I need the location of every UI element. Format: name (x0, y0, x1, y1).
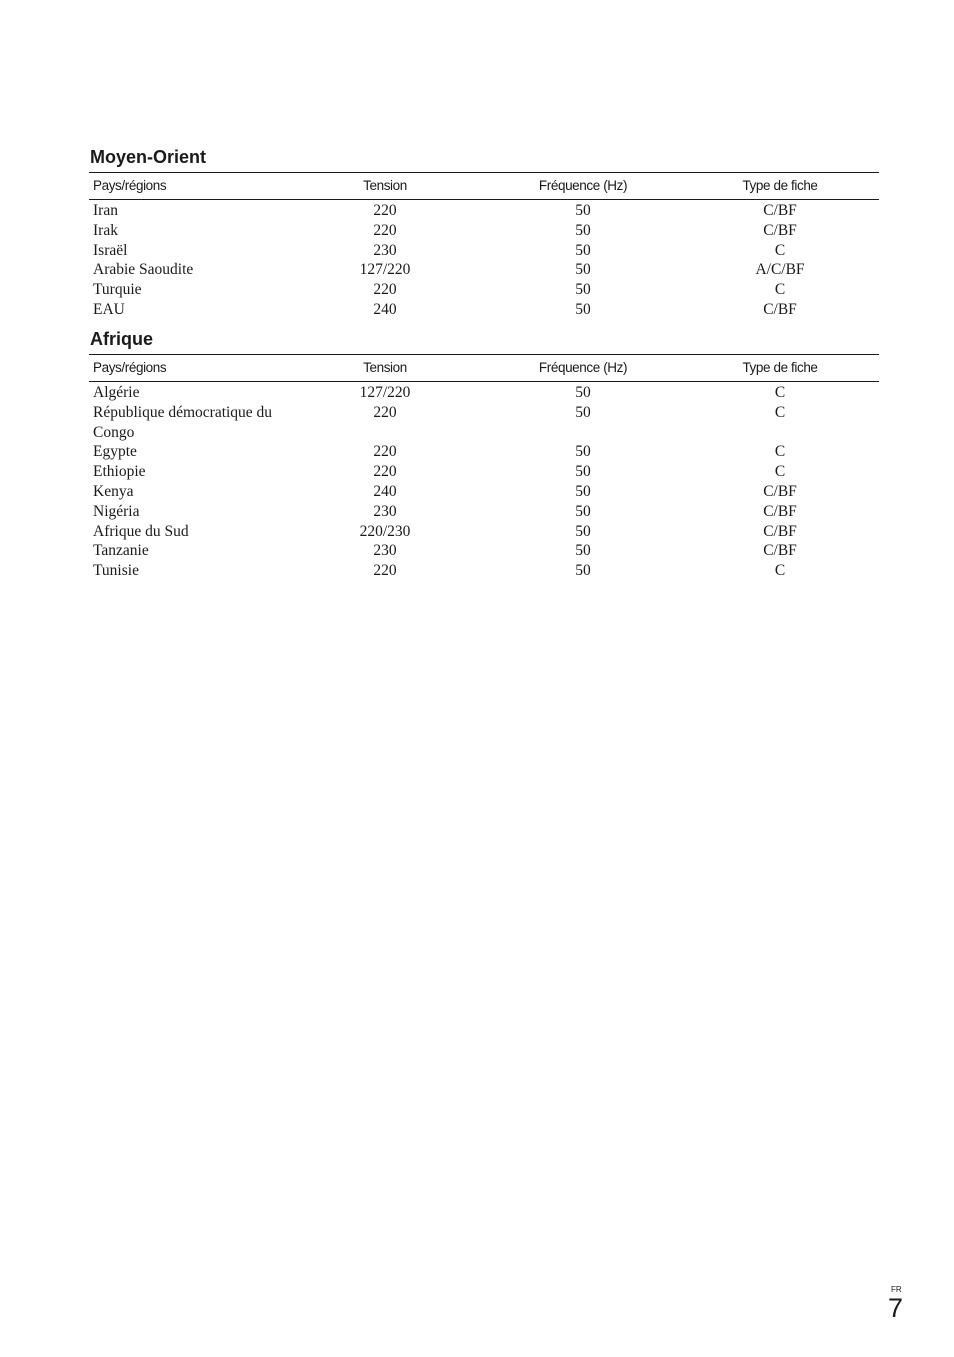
cell-country: Egypte (93, 443, 137, 461)
cell-plug-type: C (774, 241, 786, 259)
cell-frequency: 50 (575, 502, 591, 520)
cell-country: Tanzanie (93, 542, 149, 560)
cell-country: Kenya (93, 482, 134, 500)
table-row (89, 482, 879, 502)
cell-frequency: 50 (575, 281, 591, 299)
cell-frequency: 50 (575, 300, 591, 318)
cell-plug-type: C (774, 384, 786, 401)
table-header (89, 172, 879, 200)
cell-voltage: 220 (373, 221, 397, 239)
cell-frequency: 50 (575, 261, 591, 279)
cell-country: Afrique du Sud (93, 522, 189, 540)
table-body (89, 200, 879, 320)
table-row (89, 502, 879, 522)
page-language-code: FR (891, 1285, 902, 1294)
cell-voltage: 220 (373, 281, 397, 299)
cell-country: Ethiopie (93, 463, 146, 481)
cell-plug-type: A/C/BF (755, 261, 805, 279)
section-title-moyen-orient: Moyen-Orient (90, 147, 207, 167)
cell-country: Tunisie (93, 562, 139, 580)
cell-country: Israël (93, 241, 128, 259)
header-frequence: Fréquence (Hz) (538, 178, 628, 193)
voltage-table-moyen-orient (89, 172, 879, 320)
table-header (89, 354, 879, 382)
cell-voltage: 220/230 (359, 522, 411, 540)
cell-frequency: 50 (575, 443, 591, 461)
cell-voltage: 220 (373, 463, 397, 481)
cell-voltage: 127/220 (359, 384, 411, 401)
cell-frequency: 50 (575, 522, 591, 540)
table-row (89, 201, 879, 221)
cell-frequency: 50 (575, 202, 591, 219)
cell-voltage: 220 (373, 562, 397, 580)
cell-voltage: 127/220 (359, 261, 411, 279)
cell-plug-type: C/BF (763, 502, 797, 520)
table-row (89, 260, 879, 280)
table-row (89, 403, 879, 443)
cell-voltage: 230 (373, 241, 397, 259)
cell-country: Arabie Saoudite (93, 261, 194, 279)
header-tension: Tension (363, 360, 407, 375)
table-row (89, 522, 879, 542)
cell-voltage: 220 (373, 443, 397, 461)
header-tension: Tension (363, 178, 407, 193)
cell-voltage: 220 (373, 202, 397, 219)
cell-plug-type: C (774, 403, 786, 421)
cell-plug-type: C/BF (763, 542, 797, 560)
cell-voltage: 230 (373, 542, 397, 560)
cell-plug-type: C/BF (763, 522, 797, 540)
cell-frequency: 50 (575, 241, 591, 259)
header-frequence: Fréquence (Hz) (538, 360, 628, 375)
table-row (89, 462, 879, 482)
cell-plug-type: C/BF (763, 300, 797, 318)
table-row (89, 561, 879, 581)
section-title-afrique: Afrique (90, 329, 153, 349)
cell-country: Turquie (93, 281, 142, 299)
cell-frequency: 50 (575, 384, 591, 401)
header-type-de-fiche: Type de fiche (742, 178, 818, 193)
cell-voltage: 220 (373, 403, 397, 421)
cell-frequency: 50 (575, 482, 591, 500)
cell-country: Irak (93, 221, 118, 239)
cell-voltage: 240 (373, 482, 397, 500)
table-body (89, 382, 879, 581)
table-row (89, 383, 879, 403)
header-type-de-fiche: Type de fiche (742, 360, 818, 375)
cell-plug-type: C (774, 281, 786, 299)
cell-plug-type: C (774, 463, 786, 481)
table-row (89, 221, 879, 241)
cell-country: Algérie (93, 384, 140, 401)
cell-country: Nigéria (93, 502, 140, 520)
table-row (89, 241, 879, 261)
table-row (89, 442, 879, 462)
header-pays-regions: Pays/régions (93, 178, 167, 193)
table-row (89, 300, 879, 320)
header-pays-regions: Pays/régions (93, 360, 167, 375)
cell-frequency: 50 (575, 403, 591, 421)
table-row (89, 280, 879, 300)
voltage-table-afrique (89, 354, 879, 581)
cell-frequency: 50 (575, 562, 591, 580)
cell-plug-type: C/BF (763, 482, 797, 500)
cell-frequency: 50 (575, 221, 591, 239)
page-number: 7 (888, 1293, 904, 1323)
cell-plug-type: C (774, 443, 786, 461)
cell-voltage: 230 (373, 502, 397, 520)
cell-voltage: 240 (373, 300, 397, 318)
cell-plug-type: C/BF (763, 202, 797, 219)
cell-frequency: 50 (575, 463, 591, 481)
cell-country: Iran (93, 202, 118, 219)
cell-plug-type: C/BF (763, 221, 797, 239)
cell-country: République démocratique du Congo (93, 403, 273, 441)
table-row (89, 541, 879, 561)
cell-country: EAU (93, 300, 125, 318)
cell-plug-type: C (774, 562, 786, 580)
cell-frequency: 50 (575, 542, 591, 560)
